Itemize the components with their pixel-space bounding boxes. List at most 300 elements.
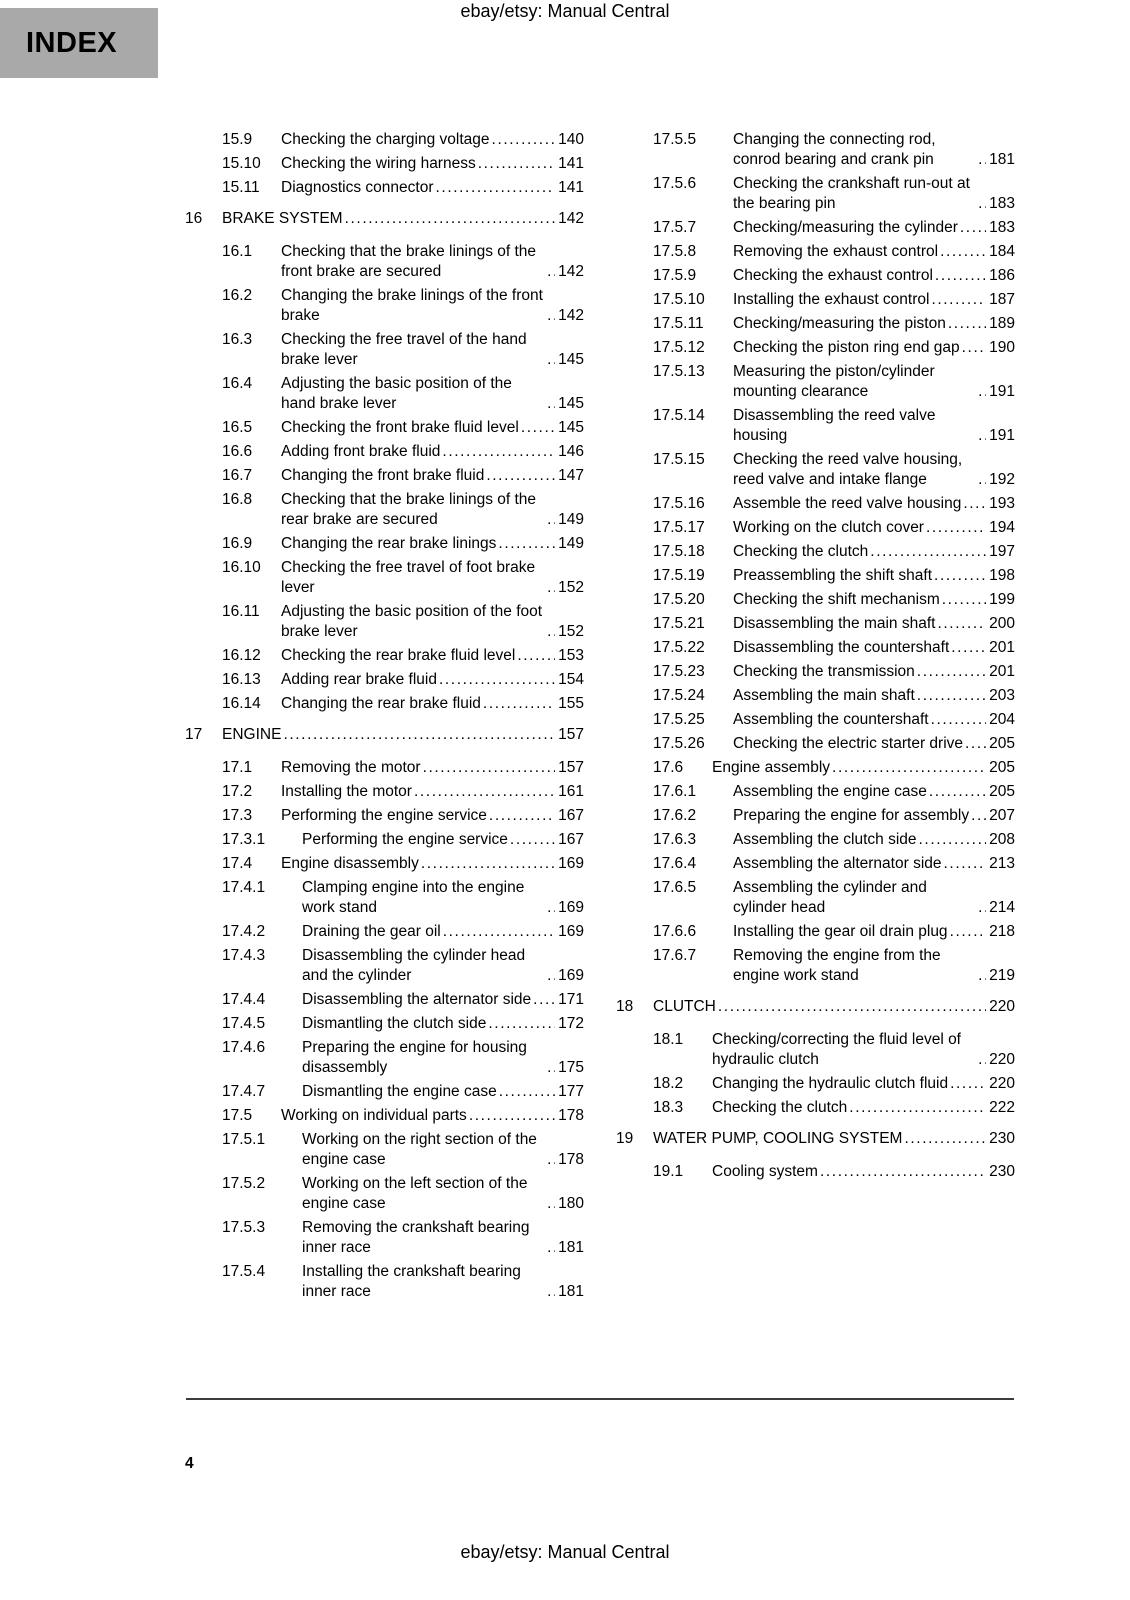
toc-entry-title: Changing the brake linings of the front brake <box>281 287 543 324</box>
toc-entry-body <box>281 130 584 150</box>
toc-entry <box>616 542 1015 562</box>
toc-entry-number: 17.6.1 <box>653 783 697 800</box>
toc-entry-body <box>302 1038 584 1078</box>
toc-entry-page: 155 <box>558 695 584 712</box>
toc-entry-title: Checking the piston ring end gap <box>733 339 960 356</box>
toc-entry-page: 205 <box>989 759 1015 776</box>
toc-entry-number: 17.5.1 <box>222 1131 266 1148</box>
toc-leader-dots <box>870 542 986 562</box>
toc-entry <box>185 1014 584 1034</box>
toc-entry-body <box>302 1218 584 1258</box>
toc-entry-page: 183 <box>989 195 1015 212</box>
toc-leader-dots <box>547 1282 555 1302</box>
toc-entry-body <box>712 1162 1015 1182</box>
toc-entry-number: 17.4.5 <box>222 1015 266 1032</box>
toc-entry <box>185 1218 584 1258</box>
toc-entry-body <box>281 490 584 530</box>
toc-leader-dots <box>951 638 986 658</box>
toc-entry <box>185 534 584 554</box>
toc-entry-number: 17.3.1 <box>222 831 266 848</box>
toc-entry-title: Adjusting the basic position of the hand brake lever <box>281 375 512 412</box>
toc-entry-page: 192 <box>989 471 1015 488</box>
toc-leader-dots <box>931 710 987 730</box>
toc-leader-dots <box>962 338 986 358</box>
toc-entry-title: Changing the rear brake fluid <box>281 695 481 712</box>
toc-entry <box>616 1129 1015 1149</box>
toc-entry-number: 16.7 <box>222 467 253 484</box>
toc-entry <box>616 1098 1015 1118</box>
toc-entry-title: Checking the exhaust control <box>733 267 933 284</box>
toc-entry <box>616 878 1015 918</box>
toc-entry <box>616 518 1015 538</box>
toc-entry-body <box>733 518 1015 538</box>
toc-entry <box>616 830 1015 850</box>
toc-entry-body <box>302 1130 584 1170</box>
toc-entry-page: 193 <box>989 495 1015 512</box>
toc-entry-number: 16.5 <box>222 419 253 436</box>
toc-entry <box>616 494 1015 514</box>
toc-entry-page: 146 <box>558 443 584 460</box>
toc-entry-title: Engine disassembly <box>281 855 419 872</box>
toc-leader-dots <box>978 150 986 170</box>
toc-entry <box>616 314 1015 334</box>
toc-entry-number: 19.1 <box>653 1163 684 1180</box>
toc-entry-body <box>733 450 1015 490</box>
toc-entry <box>185 878 584 918</box>
toc-entry <box>185 1106 584 1126</box>
toc-entry-title: Changing the connecting rod, conrod bearing and crank pin <box>733 131 936 168</box>
toc-leader-dots <box>950 1074 986 1094</box>
toc-column-left <box>185 130 584 1306</box>
toc-leader-dots <box>439 670 555 690</box>
toc-leader-dots <box>978 1050 986 1070</box>
toc-entry <box>185 374 584 414</box>
toc-entry-number: 16.6 <box>222 443 253 460</box>
toc-leader-dots <box>547 1194 555 1214</box>
toc-entry-body <box>302 1082 584 1102</box>
toc-entry-number: 17.5.12 <box>653 339 705 356</box>
footer-divider <box>186 1398 1014 1400</box>
toc-entry-page: 140 <box>558 131 584 148</box>
table-of-contents <box>185 130 1015 1306</box>
toc-entry-number: 18.3 <box>653 1099 684 1116</box>
toc-entry-title: Cooling system <box>712 1163 818 1180</box>
toc-entry-number: 17.5.25 <box>653 711 705 728</box>
toc-entry-title: Assembling the countershaft <box>733 711 929 728</box>
toc-entry-number: 17.6.7 <box>653 947 697 964</box>
toc-entry-page: 205 <box>989 783 1015 800</box>
toc-entry <box>185 209 584 229</box>
toc-entry-body <box>302 1174 584 1214</box>
toc-leader-dots <box>489 806 555 826</box>
toc-entry-title: BRAKE SYSTEM <box>222 210 343 227</box>
toc-entry <box>185 490 584 530</box>
toc-leader-dots <box>547 262 555 282</box>
toc-leader-dots <box>547 306 555 326</box>
toc-entry-title: Removing the exhaust control <box>733 243 939 260</box>
toc-entry-title: Checking the charging voltage <box>281 131 490 148</box>
toc-entry-body <box>653 997 1015 1017</box>
toc-entry-page: 222 <box>989 1099 1015 1116</box>
toc-entry-number: 17.5.22 <box>653 639 705 656</box>
toc-entry-body <box>733 566 1015 586</box>
toc-entry-title: Checking that the brake linings of the front brake are secured <box>281 243 537 280</box>
toc-entry-body <box>733 830 1015 850</box>
toc-entry-body <box>281 782 584 802</box>
toc-entry-number: 17.5 <box>222 1107 253 1124</box>
toc-entry-page: 204 <box>989 711 1015 728</box>
toc-entry-number: 17.6.2 <box>653 807 697 824</box>
toc-entry-body <box>712 1098 1015 1118</box>
toc-entry-page: 169 <box>558 855 584 872</box>
toc-entry <box>185 242 584 282</box>
toc-entry-title: Working on the left section of the engine case <box>302 1175 528 1212</box>
toc-entry <box>616 1162 1015 1182</box>
toc-entry-title: Checking the clutch <box>733 543 869 560</box>
toc-entry-body <box>733 314 1015 334</box>
toc-entry-page: 187 <box>989 291 1015 308</box>
toc-entry-number: 16.1 <box>222 243 253 260</box>
index-box <box>0 8 158 78</box>
toc-entry-page: 141 <box>558 155 584 172</box>
toc-leader-dots <box>937 614 986 634</box>
toc-entry-body <box>302 990 584 1010</box>
toc-entry <box>616 566 1015 586</box>
toc-entry-title: Checking the transmission <box>733 663 915 680</box>
toc-entry-body <box>222 209 584 229</box>
toc-entry-page: 207 <box>989 807 1015 824</box>
toc-entry-page: 199 <box>989 591 1015 608</box>
toc-leader-dots <box>963 494 986 514</box>
toc-entry-body <box>733 710 1015 730</box>
toc-entry-number: 16.3 <box>222 331 253 348</box>
toc-entry-body <box>281 602 584 642</box>
toc-entry-number: 15.9 <box>222 131 253 148</box>
toc-entry-number: 17.5.15 <box>653 451 705 468</box>
toc-entry-title: Checking the rear brake fluid level <box>281 647 516 664</box>
toc-entry-body <box>733 922 1015 942</box>
toc-leader-dots <box>499 1082 555 1102</box>
toc-leader-dots <box>978 194 986 214</box>
toc-entry-page: 167 <box>558 831 584 848</box>
toc-entry <box>616 662 1015 682</box>
toc-entry <box>616 997 1015 1017</box>
toc-leader-dots <box>978 426 986 446</box>
toc-leader-dots <box>965 734 986 754</box>
toc-entry-title: Working on the right section of the engine case <box>302 1131 537 1168</box>
toc-leader-dots <box>478 154 555 174</box>
toc-entry-number: 17.4.2 <box>222 923 266 940</box>
toc-entry-body <box>281 806 584 826</box>
toc-leader-dots <box>547 510 555 530</box>
toc-entry-page: 190 <box>989 339 1015 356</box>
toc-entry-number: 17.5.2 <box>222 1175 266 1192</box>
toc-entry <box>185 694 584 714</box>
toc-leader-dots <box>926 518 986 538</box>
toc-entry <box>185 466 584 486</box>
toc-entry <box>616 1074 1015 1094</box>
toc-entry-title: Preparing the engine for housing disassembly <box>302 1039 527 1076</box>
toc-entry-number: 17.4.6 <box>222 1039 266 1056</box>
toc-leader-dots <box>917 662 986 682</box>
toc-entry-page: 178 <box>558 1151 584 1168</box>
toc-entry-page: 183 <box>989 219 1015 236</box>
toc-entry-body <box>281 854 584 874</box>
toc-entry-number: 16.9 <box>222 535 253 552</box>
toc-entry-number: 17.6.4 <box>653 855 697 872</box>
toc-entry-body <box>281 154 584 174</box>
toc-entry <box>185 1262 584 1302</box>
toc-entry-title: Checking the shift mechanism <box>733 591 940 608</box>
toc-leader-dots <box>345 209 556 229</box>
toc-entry-title: Assembling the cylinder and cylinder head <box>733 879 927 916</box>
toc-entry-page: 191 <box>989 427 1015 444</box>
toc-entry-page: 169 <box>558 967 584 984</box>
toc-entry-title: Changing the front brake fluid <box>281 467 485 484</box>
toc-entry <box>185 854 584 874</box>
toc-leader-dots <box>498 534 555 554</box>
toc-entry-page: 220 <box>989 1051 1015 1068</box>
toc-entry-body <box>281 466 584 486</box>
toc-entry-title: Checking the electric starter drive <box>733 735 964 752</box>
toc-entry-title: Installing the motor <box>281 783 412 800</box>
toc-entry-page: 220 <box>989 998 1015 1015</box>
toc-entry-page: 181 <box>558 1283 584 1300</box>
toc-entry-body <box>733 734 1015 754</box>
toc-entry-page: 219 <box>989 967 1015 984</box>
toc-entry-number: 17.5.24 <box>653 687 705 704</box>
toc-entry-number: 17.5.4 <box>222 1263 266 1280</box>
toc-entry <box>616 758 1015 778</box>
toc-leader-dots <box>917 686 986 706</box>
toc-entry-number: 17.5.6 <box>653 175 697 192</box>
toc-leader-dots <box>849 1098 986 1118</box>
toc-entry-page: 167 <box>558 807 584 824</box>
toc-entry-title: ENGINE <box>222 726 282 743</box>
toc-entry <box>616 174 1015 214</box>
toc-leader-dots <box>521 418 555 438</box>
toc-entry-title: Removing the crankshaft bearing inner race <box>302 1219 530 1256</box>
toc-entry-title: Checking/correcting the fluid level of hydraulic clutch <box>712 1031 961 1068</box>
toc-entry-title: Changing the rear brake linings <box>281 535 497 552</box>
toc-entry-page: 213 <box>989 855 1015 872</box>
toc-entry-title: Diagnostics connector <box>281 179 434 196</box>
toc-entry <box>185 922 584 942</box>
toc-entry-title: Checking the reed valve housing, reed valve and intake flange <box>733 451 963 488</box>
toc-entry-page: 230 <box>989 1163 1015 1180</box>
toc-leader-dots <box>960 218 986 238</box>
toc-entry-title: Checking the free travel of the hand brake lever <box>281 331 527 368</box>
toc-leader-dots <box>421 854 555 874</box>
toc-entry-page: 149 <box>558 511 584 528</box>
toc-entry-title: Checking/measuring the cylinder <box>733 219 958 236</box>
toc-leader-dots <box>492 130 556 150</box>
toc-entry <box>616 922 1015 942</box>
toc-entry-title: Assemble the reed valve housing <box>733 495 962 512</box>
toc-entry-page: 149 <box>558 535 584 552</box>
toc-entry-title: Installing the gear oil drain plug <box>733 923 948 940</box>
toc-entry-body <box>733 542 1015 562</box>
toc-entry <box>616 130 1015 170</box>
toc-entry <box>616 710 1015 730</box>
toc-entry-body <box>302 1014 584 1034</box>
toc-entry-title: Checking the front brake fluid level <box>281 419 519 436</box>
toc-leader-dots <box>950 922 987 942</box>
toc-leader-dots <box>948 314 986 334</box>
toc-entry-title: Assembling the alternator side <box>733 855 942 872</box>
toc-leader-dots <box>940 242 986 262</box>
toc-entry-page: 218 <box>989 923 1015 940</box>
toc-entry-number: 17.5.17 <box>653 519 705 536</box>
toc-entry-page: 157 <box>558 726 584 743</box>
toc-entry-page: 180 <box>558 1195 584 1212</box>
toc-entry-page: 175 <box>558 1059 584 1076</box>
toc-entry-title: Performing the engine service <box>302 831 508 848</box>
toc-leader-dots <box>283 725 555 745</box>
toc-entry-number: 17.5.9 <box>653 267 697 284</box>
toc-entry-number: 17.5.7 <box>653 219 697 236</box>
toc-entry-title: Preassembling the shift shaft <box>733 567 933 584</box>
toc-leader-dots <box>934 566 986 586</box>
toc-entry-title: Draining the gear oil <box>302 923 441 940</box>
toc-leader-dots <box>547 350 555 370</box>
toc-leader-dots <box>443 922 555 942</box>
toc-entry-body <box>281 694 584 714</box>
toc-entry-body <box>281 646 584 666</box>
toc-leader-dots <box>978 966 986 986</box>
toc-entry <box>185 670 584 690</box>
toc-entry-number: 17.5.3 <box>222 1219 266 1236</box>
toc-entry-title: Checking/measuring the piston <box>733 315 946 332</box>
toc-entry-title: Dismantling the clutch side <box>302 1015 487 1032</box>
toc-leader-dots <box>919 830 987 850</box>
toc-leader-dots <box>547 966 555 986</box>
toc-leader-dots <box>442 442 555 462</box>
page-number: 4 <box>185 1455 194 1472</box>
index-label: INDEX <box>26 26 118 59</box>
toc-leader-dots <box>483 694 555 714</box>
toc-entry <box>616 218 1015 238</box>
toc-entry-title: Working on individual parts <box>281 1107 467 1124</box>
toc-leader-dots <box>978 470 986 490</box>
toc-entry-number: 17.5.21 <box>653 615 705 632</box>
toc-leader-dots <box>904 1129 986 1149</box>
toc-leader-dots <box>718 997 986 1017</box>
toc-entry-page: 161 <box>558 783 584 800</box>
toc-entry-title: Working on the clutch cover <box>733 519 924 536</box>
toc-entry <box>616 590 1015 610</box>
toc-entry-body <box>281 758 584 778</box>
toc-entry-number: 17.6.6 <box>653 923 697 940</box>
toc-entry-title: Disassembling the alternator side <box>302 991 532 1008</box>
toc-entry-title: Removing the engine from the engine work stand <box>733 947 941 984</box>
toc-entry-body <box>302 922 584 942</box>
toc-leader-dots <box>414 782 555 802</box>
toc-entry <box>616 362 1015 402</box>
toc-entry-number: 17.5.19 <box>653 567 705 584</box>
toc-entry-number: 17.2 <box>222 783 253 800</box>
toc-entry-body <box>222 725 584 745</box>
toc-entry-number: 17.4.3 <box>222 947 266 964</box>
toc-entry-page: 142 <box>558 307 584 324</box>
toc-entry-number: 17.5.23 <box>653 663 705 680</box>
toc-entry-number: 16.8 <box>222 491 253 508</box>
toc-entry-body <box>281 286 584 326</box>
toc-entry <box>616 242 1015 262</box>
toc-entry-body <box>733 590 1015 610</box>
toc-entry-number: 17.5.10 <box>653 291 705 308</box>
toc-entry-title: Assembling the main shaft <box>733 687 915 704</box>
toc-entry-page: 153 <box>558 647 584 664</box>
toc-entry-title: Disassembling the main shaft <box>733 615 936 632</box>
toc-entry <box>185 1038 584 1078</box>
toc-leader-dots <box>832 758 986 778</box>
toc-leader-dots <box>978 382 986 402</box>
toc-entry-number: 18.1 <box>653 1031 684 1048</box>
toc-entry-page: 169 <box>558 923 584 940</box>
toc-entry-number: 17.5.11 <box>653 315 704 332</box>
toc-entry-page: 145 <box>558 419 584 436</box>
toc-entry-number: 17.5.26 <box>653 735 705 752</box>
toc-entry-number: 18.2 <box>653 1075 684 1092</box>
toc-entry-body <box>733 638 1015 658</box>
toc-entry <box>185 1082 584 1102</box>
toc-entry-page: 171 <box>558 991 584 1008</box>
toc-entry-title: Adding front brake fluid <box>281 443 441 460</box>
toc-entry-title: Checking the crankshaft run-out at the bearing pin <box>733 175 970 212</box>
toc-entry-number: 17.5.20 <box>653 591 705 608</box>
toc-entry <box>185 418 584 438</box>
toc-leader-dots <box>942 590 986 610</box>
toc-entry <box>616 338 1015 358</box>
toc-leader-dots <box>423 758 556 778</box>
toc-entry-title: Clamping engine into the engine work stand <box>302 879 525 916</box>
toc-entry-page: 145 <box>558 395 584 412</box>
toc-entry-body <box>733 806 1015 826</box>
toc-entry-title: Dismantling the engine case <box>302 1083 497 1100</box>
toc-entry-number: 16.2 <box>222 287 253 304</box>
toc-entry-page: 189 <box>989 315 1015 332</box>
toc-entry-body <box>712 1074 1015 1094</box>
toc-entry-page: 186 <box>989 267 1015 284</box>
toc-entry-title: Engine assembly <box>712 759 831 776</box>
toc-entry-number: 18 <box>616 998 634 1015</box>
toc-entry-page: 181 <box>558 1239 584 1256</box>
toc-entry <box>616 638 1015 658</box>
toc-leader-dots <box>978 898 986 918</box>
toc-entry-body <box>733 174 1015 214</box>
toc-entry-title: Preparing the engine for assembly <box>733 807 970 824</box>
toc-entry-number: 15.10 <box>222 155 261 172</box>
toc-entry <box>185 602 584 642</box>
toc-entry-body <box>733 130 1015 170</box>
toc-entry-page: 142 <box>558 263 584 280</box>
toc-entry-number: 17.4.1 <box>222 879 266 896</box>
toc-entry-page: 157 <box>558 759 584 776</box>
toc-entry-body <box>733 362 1015 402</box>
toc-entry-body <box>302 1262 584 1302</box>
toc-entry-page: 220 <box>989 1075 1015 1092</box>
toc-entry <box>616 734 1015 754</box>
toc-entry <box>616 266 1015 286</box>
toc-entry-body <box>281 330 584 370</box>
toc-entry-page: 147 <box>558 467 584 484</box>
toc-entry <box>185 154 584 174</box>
toc-entry-number: 16 <box>185 210 203 227</box>
toc-entry-page: 205 <box>989 735 1015 752</box>
toc-entry <box>185 286 584 326</box>
toc-leader-dots <box>436 178 556 198</box>
